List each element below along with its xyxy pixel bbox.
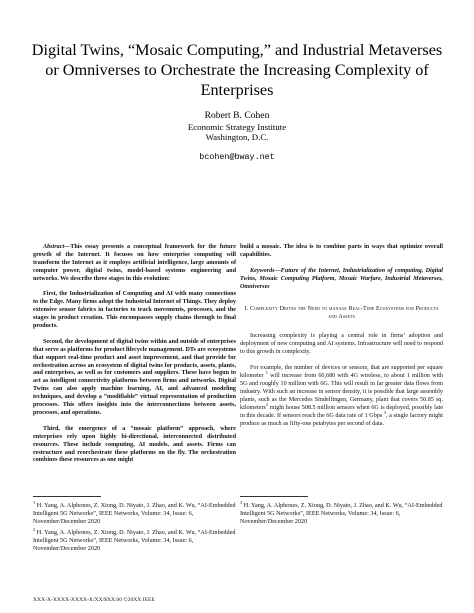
footnote-ref-3[interactable]: 3 [383,409,387,415]
footnotes-left [33,499,236,556]
section-title: Complexity Drives the Need to manage Real-Time Ecosystems for Products and Assets [249,306,439,321]
section-heading [240,305,443,321]
footnote-number: 3 [240,499,243,505]
footnote [33,526,236,553]
author-email[interactable]: bcohen@bway.net [199,152,275,162]
author-block [0,110,474,162]
section-number: I. [244,306,249,313]
abstract-text: —This essay presents a conceptual framework for the future growth of the Internet. It focuses on how enterprise computing will transform the Internet as it employs artificial intelligence, large amounts of computer power, digital twins, model-based systems engineering and networks. We describe three stages in this evolution: [33,244,236,282]
footnote [33,499,236,526]
paper-title: Digital Twins, “Mosaic Computing,” and Industrial Metaverses or Omniverses to Orchestrate the Increasing Complexity of Enterprises [31,41,443,99]
footnote-divider-left [33,496,101,497]
keywords-text: —Future of the Internet, Industrialization of computing, Digital Twins, Mosaic Computing Platform, Mosaic Warfare, Industrial Metaverses, Omniverses [240,267,443,290]
footnote-number: 1 [33,499,36,505]
abstract-stage-one: First, the Industrialization of Computing and AI with many connections to the Edge. Many firms adopt the Industrial Internet of Things. They deploy extensive sensor fabrics in factories to track movements, processes, and the stages in product creation. This encompasses supply chains through to final products. [33,291,236,330]
left-column [33,244,236,465]
section-paragraph-1: Increasing complexity is playing a central role in firms’ adoption and deployment of new computing and AI systems. Infrastructure will need to respond to this growth in complexity. [240,333,443,356]
section-paragraph-2-a: For example, the number of devices or sensors, that are supported per square kilometer [240,365,443,379]
section-paragraph-2-c: might house 508.5 million sensors when 6G is deployed, possibly late in this decade. If sensors reach the 6G data rate of 1 Gbps [240,404,443,419]
author-location: Washington, D.C. [205,132,269,142]
section-paragraph-2-d: , a single factory might produce as much as fifty-one petabytes per second of data. [240,412,443,427]
footnote-ref-2[interactable]: 2 [265,401,269,407]
abstract-label: Abstract [43,244,65,250]
abstract-stage-three: Third, the emergence of a “mosaic platform” approach, where enterprises rely upon highly bi-directional, interconnected distributed resources. These include computing, AI models, and assets. Firms can restructure and reorchestrate these platforms on the fly. The orchestration combines these resources as one might [33,425,236,464]
section-paragraph-2 [240,365,443,428]
abstract-stage-two: Second, the development of digital twins within and outside of enterprises that serve as platforms for product lifecycle management. DTs are ecosystems that support real-time product and asset improvement, and that provide for orchestration across an ecosystem of digital twins for products, assets, plants, and enterprises, as well as for customers and suppliers. These have begun to act as intelligent connectivity platforms between firms and networks. Digital Twins can also apply machine learning, AI, and advanced modeling techniques, and develop a “modifiable” virtual representation of production processes. This offers insights into the interconnections between assets, processes, and operations. [33,338,236,416]
footnote-text: H. Yang, A. Alphones, Z. Xiong, D. Niyato, J. Zhao, and K. Wu, “AI-Embedded Intelligent 5G Networks”, IEEE Networks, Volume: 34, Issue: 6, November/December 2020 [33,529,236,552]
footnote-text: H. Yang, A. Alphones, Z. Xiong, D. Niyato, J. Zhao, and K. Wu, “AI-Embedded Intelligent 5G Networks”, IEEE Networks, Volume: 34, Issue: 6, November/December 2020 [240,502,443,525]
footnote-text: H. Yang, A. Alphones, Z. Xiong, D. Niyato, J. Zhao, and K. Wu, “AI-Embedded Intelligent 5G Networks”, IEEE Networks, Volume: 34, Issue: 6, November/December 2020 [33,502,236,525]
keywords-paragraph [240,268,443,292]
section-paragraph-2-b: will increase from 60,680 with 4G wireless, to about 1 million with 5G and roughly 10 million with 6G. This will result in far greater data flows from industry. With such an increase in sensor density, it is possible that large assembly plants, such as the Mercedes Sindelfingen, Germany, plant that covers 50.85 sq. kilometers [240,372,443,411]
right-column [240,244,443,428]
author-affiliation: Economic Strategy Institute [187,122,287,132]
copyright-footer: XXX-X-XXXX-XXXX-X/XX/$XX.00 ©20XX IEEE [33,597,155,603]
abstract-continuation: build a mosaic. The idea is to combine parts in ways that optimize overall capabilities. [240,244,443,258]
abstract-intro [33,244,236,284]
footnote-ref-1[interactable]: 1 [265,369,268,375]
author-name: Robert B. Cohen [204,110,270,121]
footnotes-right [240,499,443,529]
keywords-label: Keywords [250,267,275,274]
footnote-divider-right [240,496,308,497]
footnote [240,499,443,526]
footnote-number: 2 [33,526,36,532]
